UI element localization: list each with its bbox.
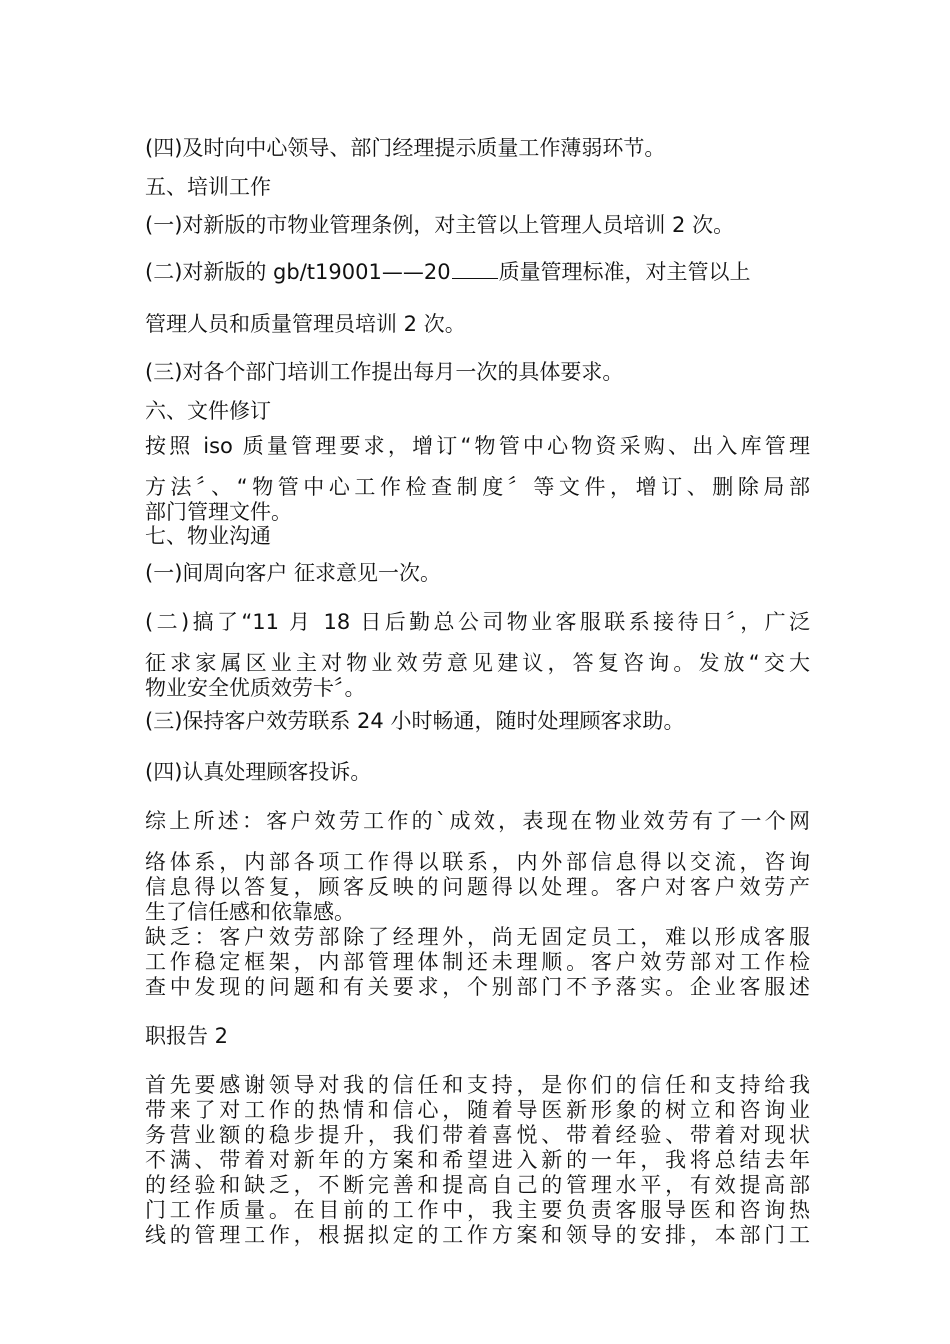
text-line: (三)保持客户效劳联系 24 小时畅通，随时处理顾客求助。 — [145, 709, 685, 733]
text-line: 缺乏：客户效劳部除了经理外，尚无固定员工，难以形成客服 — [145, 925, 810, 949]
text-line-part: 质量管理标准，对主管以上 — [498, 260, 751, 284]
text-line: 线的管理工作，根据拟定的工作方案和领导的安排，本部门工 — [145, 1223, 810, 1247]
text-line: 方法〞、“物管中心工作检查制度〞等文件，增订、删除局部 — [145, 475, 810, 499]
text-line: 生了信任感和依靠感。 — [145, 900, 355, 924]
text-line: 职报告 2 — [145, 1024, 229, 1048]
text-line: (二)搞了“11 月 18 日后勤总公司物业客服联系接待日〞，广泛 — [145, 610, 810, 634]
text-line: 管理人员和质量管理员培训 2 次。 — [145, 312, 466, 336]
text-line-part: (二)对新版的 gb/t19001——20 — [145, 260, 451, 284]
text-line: 部门管理文件。 — [145, 500, 292, 524]
text-line: 查中发现的问题和有关要求，个别部门不予落实。企业客服述 — [145, 975, 810, 999]
text-line: 门工作质量。在目前的工作中，我主要负责客服导医和咨询热 — [145, 1198, 810, 1222]
text-line: 的经验和缺乏，不断完善和提高自己的管理水平，有效提高部 — [145, 1173, 810, 1197]
text-line: (一)对新版的市物业管理条例，对主管以上管理人员培训 2 次。 — [145, 213, 735, 237]
section-heading: 五、培训工作 — [145, 175, 271, 199]
text-line: (四)及时向中心领导、部门经理提示质量工作薄弱环节。 — [145, 136, 666, 160]
text-line: 工作稳定框架，内部管理体制还未理顺。客户效劳部对工作检 — [145, 950, 810, 974]
text-line: (四)认真处理顾客投诉。 — [145, 760, 372, 784]
text-line: (三)对各个部门培训工作提出每月一次的具体要求。 — [145, 360, 624, 384]
text-line: 物业安全优质效劳卡〞。 — [145, 676, 366, 700]
text-line — [145, 259, 810, 285]
section-heading: 六、文件修订 — [145, 399, 271, 423]
text-line: 综上所述：客户效劳工作的`成效，表现在物业效劳有了一个网 — [145, 809, 810, 833]
text-line: 征求家属区业主对物业效劳意见建议，答复咨询。发放“交大 — [145, 651, 810, 675]
text-line: 络体系，内部各项工作得以联系，内外部信息得以交流，咨询 — [145, 850, 810, 874]
text-line: 按照 iso 质量管理要求，增订“物管中心物资采购、出入库管理 — [145, 434, 810, 458]
text-line: 首先要感谢领导对我的信任和支持，是你们的信任和支持给我 — [145, 1073, 810, 1097]
section-heading: 七、物业沟通 — [145, 524, 271, 548]
fill-in-blank — [452, 260, 498, 279]
text-line: 不满、带着对新年的方案和希望进入新的一年，我将总结去年 — [145, 1148, 810, 1172]
text-line: 带来了对工作的热情和信心，随着导医新形象的树立和咨询业 — [145, 1098, 810, 1122]
text-line: 务营业额的稳步提升，我们带着喜悦、带着经验、带着对现状 — [145, 1123, 810, 1147]
text-line: (一)间周向客户 征求意见一次。 — [145, 561, 442, 585]
text-line: 信息得以答复，顾客反映的问题得以处理。客户对客户效劳产 — [145, 875, 810, 899]
